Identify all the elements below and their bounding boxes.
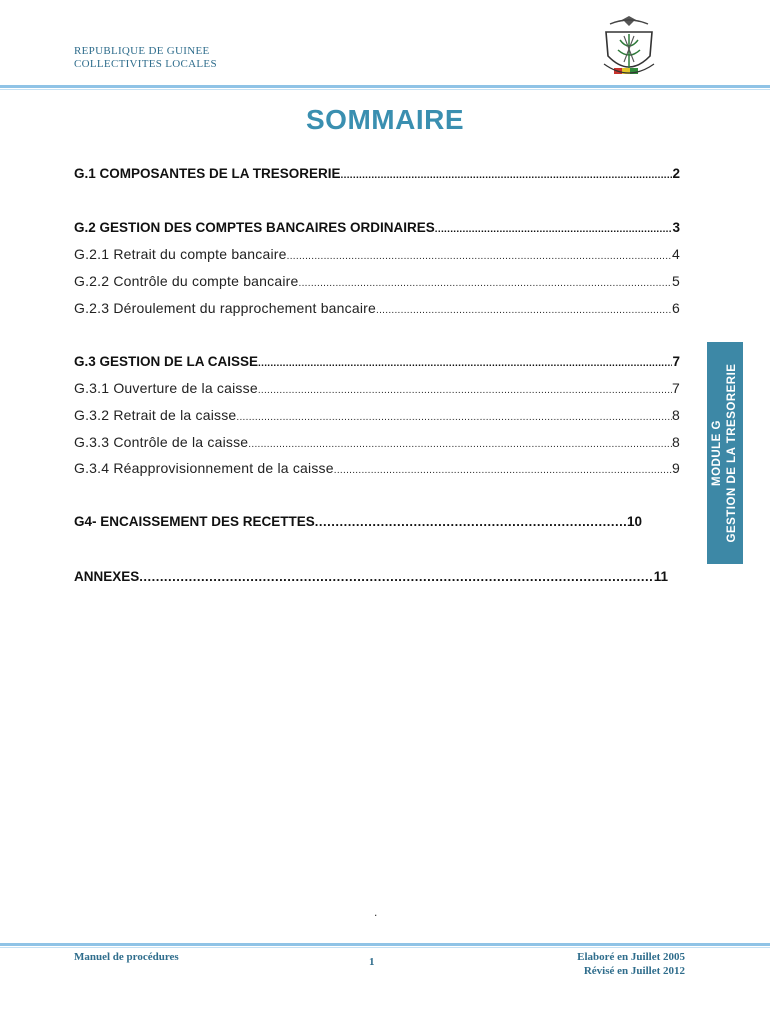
toc-label: G.3 GESTION DE LA CAISSE (74, 354, 259, 369)
toc-entry[interactable] (74, 246, 680, 262)
toc-label: G.3.1 Ouverture de la caisse (74, 380, 258, 396)
bottom-rule (0, 943, 770, 946)
header-republic: REPUBLIQUE DE GUINEE (74, 45, 210, 57)
bottom-rule-thin (0, 947, 770, 948)
toc-page: 2 (672, 166, 680, 181)
toc-label: ANNEXES (74, 569, 140, 584)
toc-label: G.2 GESTION DES COMPTES BANCAIRES ORDINAIRES (74, 220, 435, 235)
toc-page: 8 (672, 407, 680, 423)
toc-label: G.3.2 Retrait de la caisse (74, 407, 237, 423)
page-title: SOMMAIRE (306, 104, 464, 135)
toc-label: G.3.3 Contrôle de la caisse (74, 434, 249, 450)
sidebar-title: GESTION DE LA TRESORERIE (726, 363, 738, 543)
footer-page-number: 1 (369, 956, 375, 968)
toc-entry[interactable] (74, 460, 680, 476)
toc-page: 9 (672, 460, 680, 476)
sidebar-module: MODULE G (711, 420, 723, 486)
toc-entry[interactable] (74, 407, 680, 423)
header-text (74, 45, 217, 71)
footer-mark: . (374, 905, 378, 919)
module-sidebar-tab (707, 342, 743, 564)
toc-entry[interactable] (74, 569, 668, 584)
toc-label: G.2.3 Déroulement du rapprochement bancaire (74, 300, 376, 316)
toc-entry[interactable] (74, 434, 680, 450)
toc-page: 3 (672, 220, 680, 235)
footer-dates (520, 951, 685, 977)
toc-page: 6 (672, 300, 680, 316)
toc-page: 8 (672, 434, 680, 450)
toc-page: 4 (672, 246, 680, 262)
footer-manual: Manuel de procédures (74, 951, 179, 963)
toc-label: G.2.2 Contrôle du compte bancaire (74, 273, 299, 289)
toc-entry[interactable] (74, 354, 680, 369)
footer-elabore: Elaboré en Juillet 2005 (577, 951, 685, 963)
toc-label: G.3.4 Réapprovisionnement de la caisse (74, 460, 334, 476)
toc-entry[interactable] (74, 514, 642, 529)
toc-label: G.2.1 Retrait du compte bancaire (74, 246, 287, 262)
toc-entry[interactable] (74, 380, 680, 396)
toc-page: 11 (653, 569, 668, 584)
top-rule (0, 85, 770, 88)
toc-page: 7 (672, 380, 680, 396)
toc-page: 7 (672, 354, 680, 369)
toc-page: 5 (672, 273, 680, 289)
toc-entry[interactable] (74, 300, 680, 316)
toc-entry[interactable] (74, 273, 680, 289)
guinea-coat-of-arms-icon (598, 12, 660, 82)
toc-entry[interactable] (74, 220, 680, 235)
header-collectivites: COLLECTIVITES LOCALES (74, 58, 217, 70)
toc-entry[interactable] (74, 166, 680, 181)
toc-page: 10 (626, 514, 642, 529)
toc-label: G4- ENCAISSEMENT DES RECETTES (74, 514, 315, 529)
top-rule-thin (0, 89, 770, 90)
toc-label: G.1 COMPOSANTES DE LA TRESORERIE (74, 166, 341, 181)
footer-revise: Révisé en Juillet 2012 (583, 965, 685, 977)
